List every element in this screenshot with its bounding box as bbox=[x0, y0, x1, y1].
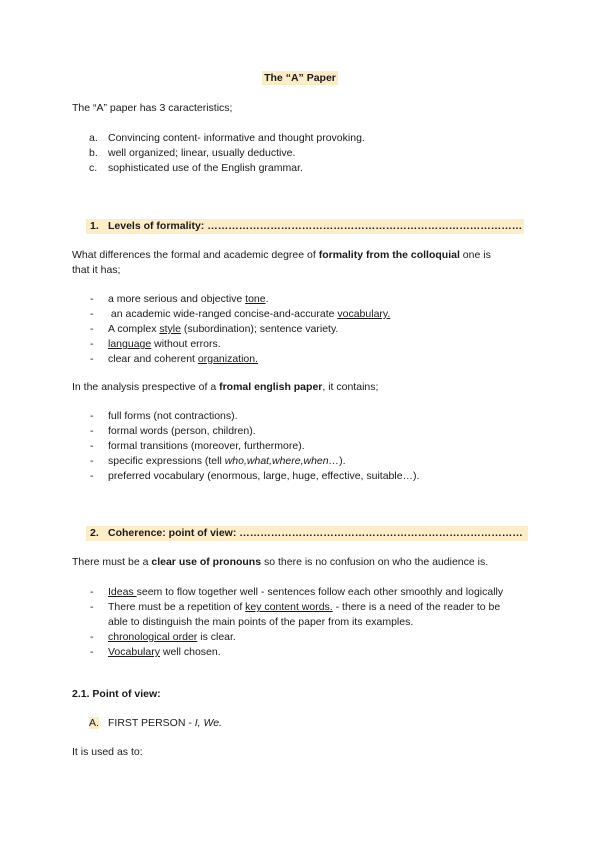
list-item: formal transitions (moreover, furthermore). bbox=[108, 440, 305, 452]
list-item: formal words (person, children). bbox=[108, 425, 256, 437]
subsection-heading: 2.1. Point of view: bbox=[72, 688, 161, 700]
list-dash: - bbox=[90, 601, 94, 613]
used-as-text: It is used as to: bbox=[72, 746, 143, 758]
formality-paragraph: What differences the formal and academic degree of formality from the colloquial one is bbox=[72, 249, 491, 261]
list-dash: - bbox=[90, 586, 94, 598]
formality-paragraph-cont: that it has; bbox=[72, 264, 121, 276]
list-item: a more serious and objective tone. bbox=[108, 293, 269, 305]
list-dash: - bbox=[90, 323, 94, 335]
list-dash: - bbox=[90, 308, 94, 320]
list-item: well organized; linear, usually deductive. bbox=[108, 147, 296, 159]
list-dash: - bbox=[90, 293, 94, 305]
list-item: A complex style (subordination); sentence variety. bbox=[108, 323, 339, 335]
list-item: chronological order is clear. bbox=[108, 631, 236, 643]
list-item: an academic wide-ranged concise-and-accurate vocabulary. bbox=[108, 308, 391, 320]
list-item: Ideas seem to flow together well - sentences follow each other smoothly and logically bbox=[108, 586, 504, 598]
pronouns-paragraph: There must be a clear use of pronouns so there is no confusion on who the audience is. bbox=[72, 556, 489, 568]
list-item: Vocabulary well chosen. bbox=[108, 646, 221, 658]
list-marker: b. bbox=[89, 147, 98, 159]
list-dash: - bbox=[90, 338, 94, 350]
list-item: sophisticated use of the English grammar. bbox=[108, 162, 303, 174]
list-dash: - bbox=[90, 410, 94, 422]
list-dash: - bbox=[90, 631, 94, 643]
list-item: Convincing content- informative and thought provoking. bbox=[108, 132, 365, 144]
list-item: specific expressions (tell who,what,where,when…). bbox=[108, 455, 346, 467]
list-marker: c. bbox=[89, 162, 98, 174]
list-dash: - bbox=[90, 646, 94, 658]
list-item: preferred vocabulary (enormous, large, huge, effective, suitable…). bbox=[108, 470, 420, 482]
section-heading: Coherence: point of view: ……………………………………………………………………… bbox=[108, 527, 523, 539]
page-title: The “A” Paper bbox=[264, 72, 336, 84]
list-dash: - bbox=[90, 455, 94, 467]
section-number: 1. bbox=[90, 220, 99, 232]
list-dash: - bbox=[90, 353, 94, 365]
list-item: full forms (not contractions). bbox=[108, 410, 238, 422]
list-marker: A. bbox=[89, 717, 99, 729]
list-dash: - bbox=[90, 440, 94, 452]
list-marker: a. bbox=[89, 132, 98, 144]
list-item: language without errors. bbox=[108, 338, 221, 350]
list-dash: - bbox=[90, 470, 94, 482]
list-item-continuation: able to distinguish the main points of the paper from its examples. bbox=[108, 616, 414, 628]
list-item: clear and coherent organization. bbox=[108, 353, 259, 365]
section-heading: Levels of formality: ……………………………………………………………………………… bbox=[108, 220, 522, 232]
section-number: 2. bbox=[90, 527, 99, 539]
list-dash: - bbox=[90, 425, 94, 437]
list-item: There must be a repetition of key content words. - there is a need of the reader to be bbox=[108, 601, 501, 613]
intro-text: The “A” paper has 3 caracteristics; bbox=[72, 102, 233, 114]
analysis-paragraph: In the analysis prespective of a fromal english paper, it contains; bbox=[72, 381, 379, 393]
first-person-item: FIRST PERSON - I, We. bbox=[108, 717, 222, 729]
